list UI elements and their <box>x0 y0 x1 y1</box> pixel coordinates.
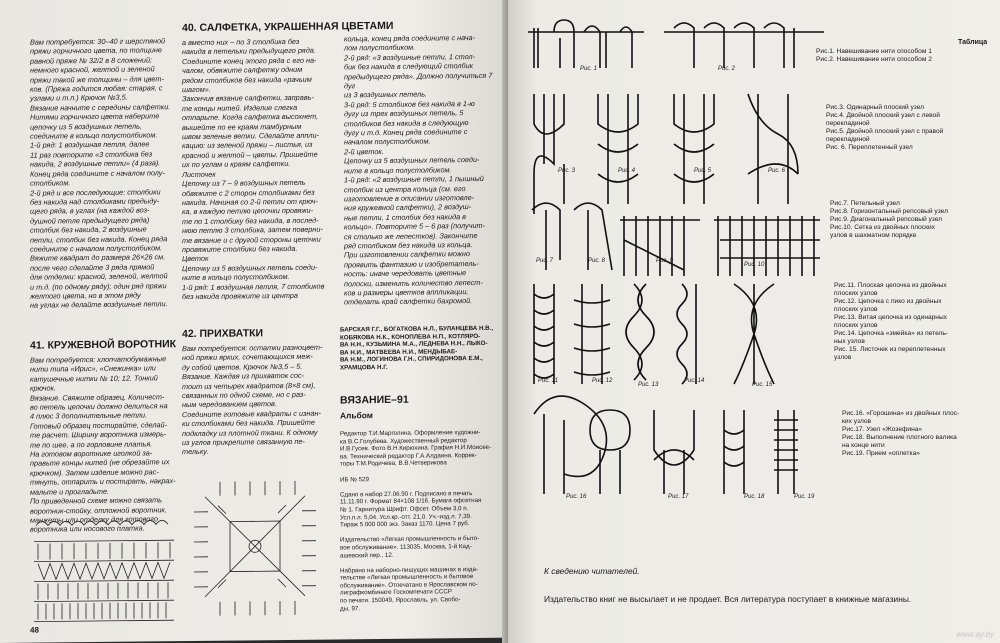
fig-label-5: Рис. 5 <box>694 168 712 174</box>
collar-crochet-diagram <box>30 516 178 630</box>
fig-label-13: Рис. 13 <box>638 382 659 388</box>
section-42-heading: 42. ПРИХВАТКИ <box>182 327 264 341</box>
fig-label-14: Рис. 14 <box>684 378 705 384</box>
legend-group-2: Рис.3. Одинарный плоский узел Рис.4. Двойной плоский узел с левой перекладиной Рис.5. Двойной плоский узел с правой перекладиной Рис. 6. Переплетенный узел <box>826 104 944 151</box>
macrame-knots-figures <box>524 20 824 510</box>
fig-label-16: Рис. 16 <box>566 494 587 500</box>
fig-label-10: Рис. 10 <box>744 262 765 268</box>
notice-title: К сведению читателей. <box>544 566 640 576</box>
fig-label-8: Рис. 8 <box>588 258 606 264</box>
fig-label-2: Рис. 2 <box>718 66 736 72</box>
book-subtitle: Альбом <box>340 410 373 421</box>
section-40-heading: 40. САЛФЕТКА, УКРАШЕННАЯ ЦВЕТАМИ <box>182 19 394 35</box>
fig-label-7: Рис. 7 <box>536 258 554 264</box>
legend-group-3: Рис.7. Петельный узел Рис.8. Горизонтальный репсовый узел Рис.9. Диагональный репсовый узел Рис.10. Сетка из двойных плоских узлов в шахматном порядке <box>830 200 948 239</box>
right-page <box>508 0 1000 643</box>
imprint: Редактор Т.И.Марголина. Оформление художни- ка В.С.Голубева. Художественный редактор И.В.Гусев. Фото В.Н.Кирюхина. Графия Н.И.Моисее- ва. Технический редактор Г.А.Алдаина. Коррек- торы Т.М.Родичева, В.В.Четверикова ИБ № 529 Сдано в набор 27.06.90 г. Подписано в печать 11.11.90 г. Формат 84×108 1/16. Бумага офсетная № 1. Гарнитура Шрифт. Офсет. Объем 3,0 п. Усл.п.л. 5,04. Усл.кр.-отт. 21,0. Уч.-изд.л. 7,39. Тираж 5 000 000 экз. Заказ 1170. Цена 7 руб. Издательство «Легкая промышленность и быто- вое обслуживание». 113035, Москва, 1-й Кад- ашевский пер., 12. Набрано на наборно-пишущих машинах в изда- тельстве «Легкая промышленность и бытовое обслуживание». Отпечатано в Ярославском по- лиграфкомбинате Госкомпечати СССР по печати. 150049, Ярославль, ул. Свобо- ды, 97. <box>340 428 492 613</box>
notice-text: Издательство книг не высылает и не продает. Вся литература поступает в книжные магазины. <box>544 594 912 604</box>
legend-group-5: Рис.16. «Горошина» из двойных плос- ких узлов Рис.17. Узел «Жозефина» Рис.18. Выполнение плотного валика на конце нити Рис.19. Прием «оплетка» <box>842 410 960 457</box>
fig-label-6: Рис. 6 <box>768 168 786 174</box>
book-title: ВЯЗАНИЕ–91 <box>340 393 409 407</box>
watermark: www.ay.by <box>956 630 994 639</box>
fig-label-3: Рис. 3 <box>558 168 576 174</box>
legend-group-4: Рис.11. Плоская цепочка из двойных плоских узлов Рис.12. Цепочка с пико из двойных плоских узлов Рис.13. Витая цепочка из одинарных плоских узлов Рис.14. Цепочка «змейка» из петель- ных узлов Рис. 15. Листочек из переплетенных узлов <box>834 282 949 361</box>
table-heading: Таблица <box>958 39 988 46</box>
page-number: 48 <box>30 625 39 635</box>
section-41-heading: 41. КРУЖЕВНОЙ ВОРОТНИК <box>30 338 177 352</box>
authors-list: БАРСКАЯ Г.Г., БОГАТКОВА Н.Л., БУЛАНЦЕВА Н.В., КОБЯКОВА Н.К., КОНОПЛЕВА Н.П., КОТЛЯРО- ВА Н.Н., КУЗЬМИНА М.А., ЛЕДНЕВА Н.Н., ЛЫКО- ВА Н.И., МАТВЕЕВА Н.И., МЕНДЫБАЕ- ВА Н.М., ЛОГИНОВА Г.Н., СПИРИДОНОВА Е.М., ХРАМЦОВА Н.Г. <box>340 324 494 372</box>
fig-label-11: Рис. 11 <box>538 378 558 384</box>
fig-label-17: Рис. 17 <box>668 494 689 500</box>
fig-label-4: Рис. 4 <box>618 168 636 174</box>
potholder-crochet-diagram <box>190 475 320 618</box>
fig-label-1: Рис. 1 <box>580 66 598 72</box>
section-41-text: Вам потребуется: хлопчатобумажные нити типа «Ирис», «Снежинка» или катушечные нитки № 10; 12. Тонкий крючок. Вязание. Свяжите образец. Количест- во петель цепочки должно делиться на 4 плюс 3 дополнительные петли. Готовый образец постирайте, сделай- те расчет. Ширину воротника измерь- те по шее, а по горловине платья. На готовом воротнике иголкой за- правьте концы нитей (не обрезайте их крючком). Затем изделие можно рас- тянуть, отпарить и постирать, накрах- мальте и прогладьте. По приведенной схеме можно связать воротник-стойку, отложной воротник, манжеты или отделку для готового воротника или носового платка. <box>30 354 176 534</box>
fig-label-9: Рис. 9 <box>656 258 674 264</box>
section-42-text: Вам потребуется: остатки разноцвет- ной пряжи ярких, сочетающихся меж- ду собой цветов. Крючок №3,5 – 5. Вязание. Каждая из прихваток сос- тоит из четырех квадратов (8×8 см), связанных по одной схеме, но с раз- ным чередованием цветов. Соедините готовые квадраты с изнан- ки столбиками без накида. Пришейте подкладку из плотной ткани. К одному из углов прикрепите связанную пе- тельку. <box>182 342 323 457</box>
fig-label-12: Рис. 12 <box>592 378 613 384</box>
legend-group-1: Рис.1. Навешивание нити способом 1 Рис.2. Навешивание нити способом 2 <box>816 48 932 63</box>
fig-label-15: Рис. 15 <box>752 382 773 388</box>
section-40-col3: кольца, конец ряда соедините с нача- лом полустолбиком. 2-й ряд: «3 воздушные петли, 1 стол- бик без накида в следующий столбик предыдущего ряда». Должно получиться 7 дуг из 3 воздушных петель. 3-й ряд: 5 столбиков без накида в 1-ю дугу из трех воздушных петель, 5 столбиков без накида в следующую дугу и т.д. Конец ряда соедините с началом полустолбиком. 2-й цветок. Цепочку из 5 воздушных петель соеди- ните в кольцо полустолбиком. 1-й ряд: «2 воздушные петли, 1 пышный столбик из центра кольца (см. его изготовление в описании изготовле- ния кружевной салфетки), 2 воздуш- ные петли, 1 столбик без накида в кольцо». Повторите 5 – 6 раз (получит- ся столько же лепестков). Закончите ряд столбиком без накида из кольца. При изготовлении салфетки можно проявить фантазию и изобретатель- ность: иначе чередовать цветные полоски, изменить количество лепест- ков и размеры цветков аппликации, отделать край салфетки бахромой. <box>344 33 493 307</box>
fig-label-19: Рис. 19 <box>794 494 815 500</box>
section-40-col1: Вам потребуется: 30–40 г шерстяной пряжи горчичного цвета, по толщине равной пряже № 32/2 в 8 сложений; немного красной, желтой и зеленой пряжи такой же толщины – для цвет- ков. (Пряжа годится любая: старая, с узлами и т.п.) Крючок №3,5. Вязание начните с середины салфетки. Нитями горчичного цвета наберите цепочку из 5 воздушных петель, соедините в кольцо полустолбиком. 1-й ряд: 1 воздушная петля, далее 11 раз повторите «3 столбика без накида, 2 воздушные петли» (4 раза). Конец ряда соедините с началом полу- столбиком. 2-й ряд и все последующие: столбики без накида над столбиками предыду- щего ряда, в углах (на каждой воз- душной петле предыдущего ряда) столбик без накида, 2 воздушные петли, столбик без накида. Конец ряда соедините с началом полустолбиком. Вяжите квадрат до размера 26×26 см. после чего сделайте 3 ряда прямой для отделки: красной, зеленой, желтой и т.д. (по одному ряду); один ряд пряжи желтого цвета, но в этом ряду на углах не делайте воздушные петли. <box>30 36 171 311</box>
section-40-col2: а вместо них – по 3 столбика без накида в петельки предыдущего ряда. Соедините конец этого ряда с его на- чалом, обвяжите салфетку одним рядом столбиков без накида «рачьим шагом». Закончив вязание салфетки, заправь- те концы нитей. Изделие слегка отпарьте. Когда салфетка высохнет, вышейте по ее краям тамбурным швом зеленые ветки. Сделайте аппли- кацию: из зеленой пряжи – листья, из красной и желтой – цветы. Пришейте их по углам и краям салфетки. Листочек Цепочку из 7 – 9 воздушных петель обвяжите с 2 сторон столбиками без накида. Начиная со 2-й петли от крюч- ка, в каждую петлю цепочки провяжи- те по 1 столбику без накида, в послед- нюю петлю 3 столбика, затем поверни- те вязание и с другой стороны цепочки провяжите столбики без накида. Цветок Цепочку из 5 воздушных петель соеди- ните в кольцо полустолбиком. 1-й ряд: 1 воздушная петля, 7 столбиков без накида провяжите из центра <box>182 36 325 302</box>
fig-label-18: Рис. 18 <box>744 494 765 500</box>
